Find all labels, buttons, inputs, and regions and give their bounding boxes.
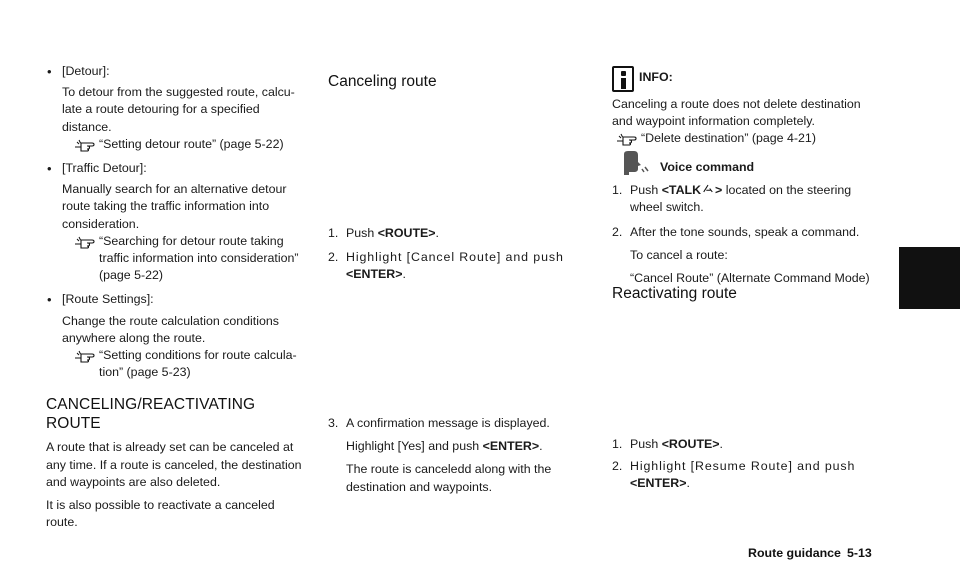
step-text	[630, 458, 880, 492]
reference-line	[62, 136, 308, 153]
chapter-tab	[899, 247, 960, 309]
pointing-hand-icon	[616, 132, 638, 146]
info-icon	[612, 66, 634, 92]
step-sub-line: To cancel a route:	[630, 248, 728, 263]
step-sub-line: The route is canceledd along with the destination and waypoints.	[346, 462, 552, 494]
step-text-pre: Push	[630, 183, 662, 197]
info-title: INFO:	[639, 69, 673, 84]
voice-command-icon	[620, 150, 654, 176]
pointing-hand-icon	[74, 349, 96, 363]
section-heading: CANCELING/REACTIVATING ROUTE	[46, 396, 256, 433]
page-number: 5-13	[846, 546, 872, 560]
bullet-title: [Route Settings]:	[62, 292, 154, 307]
talk-key-label: <TALK	[661, 183, 702, 197]
step-sub-line	[346, 438, 588, 455]
step-text	[346, 249, 588, 283]
voice-command-header	[620, 150, 754, 176]
step-3	[328, 415, 588, 496]
bullet-text: Manually search for an alternative detour route taking the traffic information into consideration.	[62, 182, 287, 231]
reference-line	[62, 347, 308, 381]
step-number: 3.	[328, 416, 339, 430]
reference-line	[62, 233, 308, 285]
step-text-pre: Push	[346, 226, 378, 240]
step-number: 1.	[612, 437, 623, 451]
step-text-post: located on the steering wheel switch.	[630, 183, 852, 215]
reference-text: “Searching for detour route taking traffic information into consideration” (page 5-22)	[99, 233, 299, 283]
step-text-pre: Push	[630, 437, 662, 451]
voice-step-1	[612, 182, 880, 216]
bullet-route-settings	[46, 291, 308, 381]
step-text-post: .	[539, 439, 543, 454]
middle-column	[328, 0, 588, 574]
footer-section-title: Route guidance	[748, 546, 841, 560]
bullet-dot: •	[47, 292, 52, 308]
enter-key-label: <ENTER>	[630, 476, 687, 491]
bullet-dot: •	[47, 161, 52, 177]
subsection-heading: Reactivating route	[612, 285, 737, 302]
reference-text: “Setting detour route” (page 5-22)	[99, 136, 284, 151]
reference-text: “Setting conditions for route calcula- tion” (page 5-23)	[99, 348, 297, 380]
step-number: 2.	[612, 459, 623, 473]
step-text: A confirmation message is displayed.	[346, 416, 550, 430]
step-text-post: .	[435, 226, 439, 240]
bullet-title: [Traffic Detour]:	[62, 161, 147, 176]
page-footer	[748, 545, 872, 562]
bullet-detour	[46, 63, 308, 153]
step-body	[630, 224, 880, 288]
step-text-pre: Highlight [Cancel Route] and push	[346, 250, 564, 264]
section-paragraph: A route that is already set can be canceled at any time. If a route is canceled, the destination and waypoints are also deleted.	[46, 440, 302, 489]
step-text-post: .	[402, 267, 407, 282]
reference-text: “Delete destination” (page 4-21)	[641, 131, 816, 145]
step-sub-line: “Cancel Route” (Alternate Command Mode)	[630, 271, 870, 286]
step-text	[346, 225, 588, 242]
right-column	[612, 0, 882, 574]
bullet-text: To detour from the suggested route, calcu- late a route detouring for a specified distance.	[62, 85, 295, 134]
step-number: 1.	[612, 183, 623, 197]
enter-key-label: <ENTER>	[346, 267, 403, 282]
step-text-post: .	[686, 476, 691, 491]
talk-key-end: >	[715, 183, 723, 197]
bullet-traffic-detour	[46, 160, 308, 284]
voice-command-title: Voice command	[660, 159, 755, 174]
step-number: 2.	[328, 250, 339, 264]
step-body	[346, 415, 588, 496]
reactivate-step-1	[612, 436, 880, 453]
step-2	[328, 249, 588, 283]
talk-switch-icon	[701, 182, 715, 199]
step-text-pre: Highlight [Resume Route] and push	[630, 459, 856, 473]
info-header	[612, 66, 673, 92]
pointing-hand-icon	[74, 138, 96, 152]
subsection-heading: Canceling route	[328, 73, 437, 90]
bullet-text: Change the route calculation conditions anywhere along the route.	[62, 313, 279, 345]
step-text-pre: Highlight [Yes] and push	[346, 439, 483, 454]
step-text: After the tone sounds, speak a command.	[630, 225, 860, 239]
info-text: Canceling a route does not delete destination and waypoint information completely.	[612, 97, 861, 129]
step-text	[630, 182, 880, 216]
left-column	[46, 63, 308, 537]
voice-step-2	[612, 224, 880, 288]
step-number: 1.	[328, 226, 339, 240]
bullet-dot: •	[47, 64, 52, 79]
step-text-post: .	[719, 437, 723, 451]
bullet-title: [Detour]:	[62, 64, 110, 78]
route-key-label: <ROUTE>	[377, 226, 436, 240]
route-key-label: <ROUTE>	[661, 437, 720, 451]
enter-key-label: <ENTER>	[482, 439, 540, 454]
step-number: 2.	[612, 225, 623, 239]
pointing-hand-icon	[74, 235, 96, 249]
step-1	[328, 225, 588, 242]
step-text	[630, 436, 880, 453]
section-paragraph: It is also possible to reactivate a canceled route.	[46, 498, 275, 530]
reactivate-step-2	[612, 458, 880, 492]
reference-line	[616, 130, 880, 147]
